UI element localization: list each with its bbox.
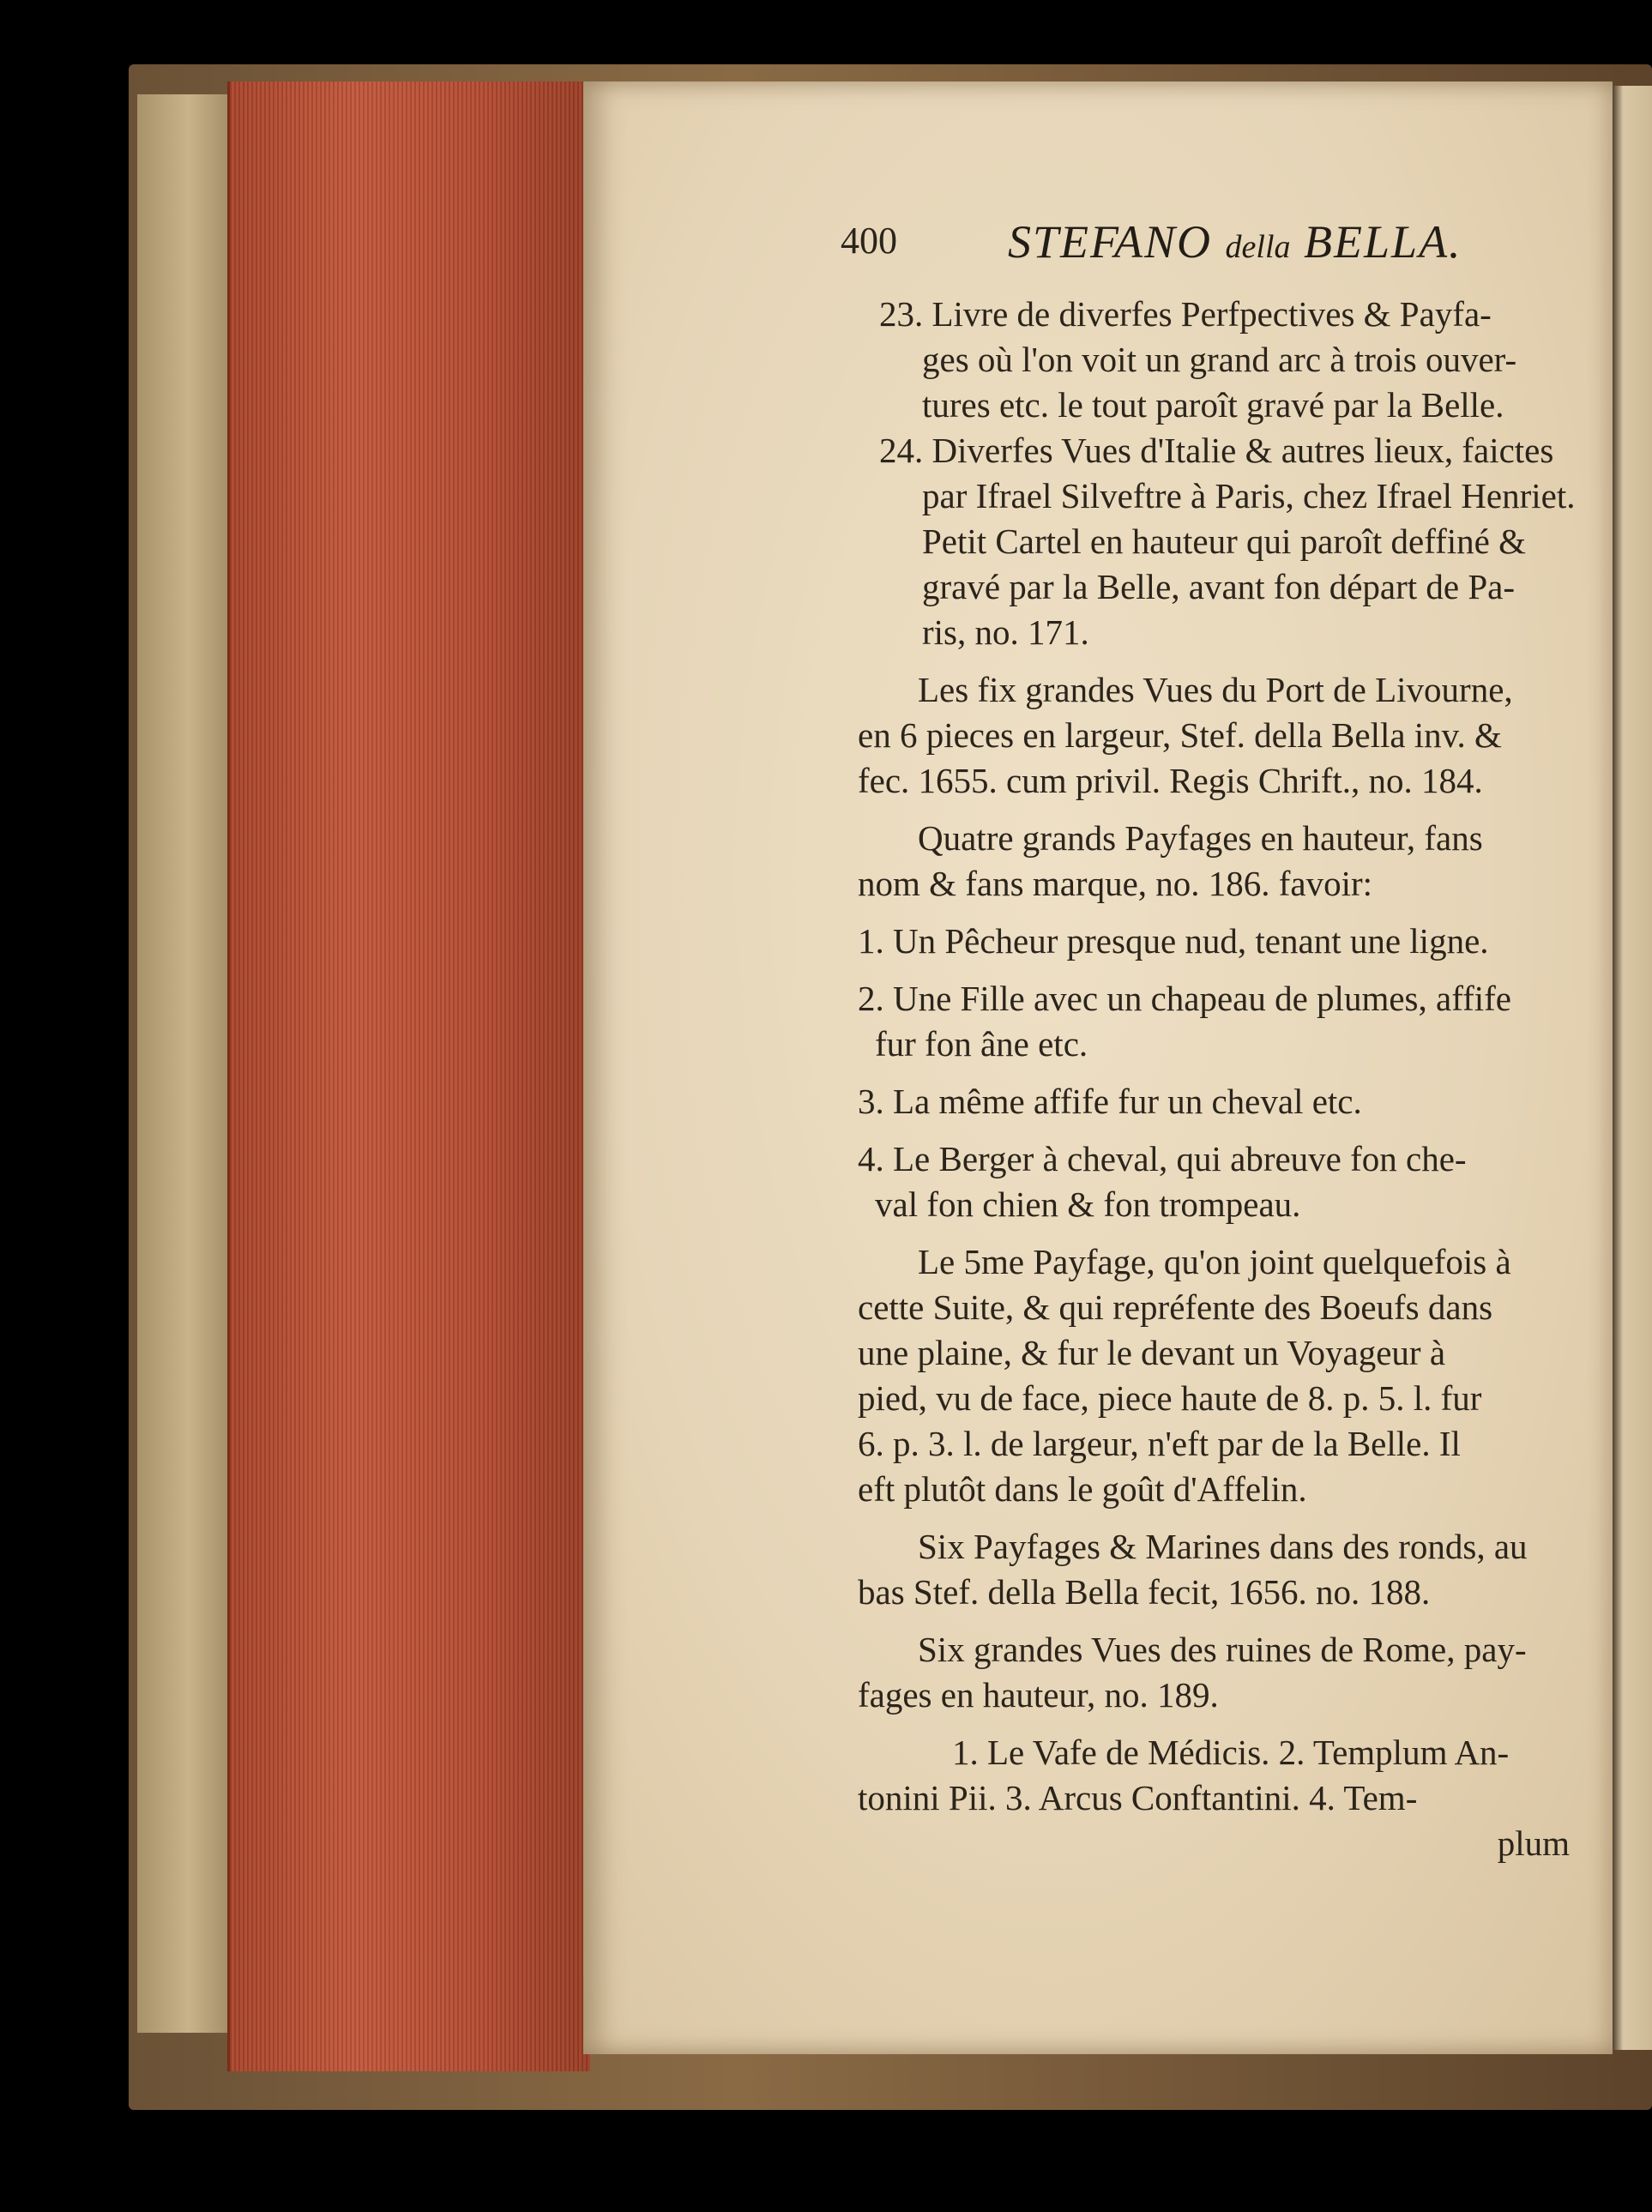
text-line: fur fon âne etc. xyxy=(875,1024,1088,1064)
text-line: 1. Un Pêcheur presque nud, tenant une ligne. xyxy=(858,921,1489,961)
text-line: Les fix grandes Vues du Port de Livourne, xyxy=(918,670,1513,709)
text-line: Le 5me Payfage, qu'on joint quelquefois à xyxy=(918,1242,1511,1281)
page-edges xyxy=(227,81,590,2071)
facing-page-edge xyxy=(1611,86,1652,2050)
text-line: fec. 1655. cum privil. Regis Chrift., no. 184. xyxy=(858,761,1483,800)
numbered-list xyxy=(858,919,1587,1227)
text-line: val fon chien & fon trompeau. xyxy=(875,1184,1301,1224)
page-text xyxy=(858,292,1587,1866)
text-line: ris, no. 171. xyxy=(922,612,1089,652)
text-line: nom & fans marque, no. 186. favoir: xyxy=(858,864,1373,903)
paragraph-marines xyxy=(858,1524,1587,1615)
text-line: une plaine, & fur le devant un Voyageur à xyxy=(858,1333,1446,1372)
list-item xyxy=(858,919,1587,964)
paragraph-rome-list xyxy=(858,1730,1587,1821)
paragraph-livourne xyxy=(858,667,1587,804)
text-line: eft plutôt dans le goût d'Affelin. xyxy=(858,1469,1307,1509)
list-item xyxy=(858,1136,1587,1227)
text-line: Petit Cartel en hauteur qui paroît deffiné & xyxy=(922,521,1527,561)
text-line: cette Suite, & qui repréfente des Boeufs dans xyxy=(858,1287,1493,1327)
entry-24 xyxy=(858,428,1587,655)
page-number: 400 xyxy=(841,220,897,262)
text-line: 23. Livre de diverfes Perfpectives & Payfa- xyxy=(879,294,1492,334)
text-line: 6. p. 3. l. de largeur, n'eft par de la Belle. Il xyxy=(858,1424,1461,1463)
text-line: fages en hauteur, no. 189. xyxy=(858,1675,1219,1715)
running-head xyxy=(841,216,1492,279)
text-line: 24. Diverfes Vues d'Italie & autres lieux, faictes xyxy=(879,431,1554,470)
spine-binding xyxy=(137,94,240,2033)
header-title xyxy=(1008,215,1462,268)
text-line: 4. Le Berger à cheval, qui abreuve fon che- xyxy=(858,1139,1467,1178)
paragraph-quatre-paysages xyxy=(858,816,1587,907)
text-line: 1. Le Vafe de Médicis. 2. Templum An- xyxy=(952,1733,1510,1772)
text-line: 3. La même affife fur un cheval etc. xyxy=(858,1082,1362,1121)
text-line: Six grandes Vues des ruines de Rome, pay- xyxy=(918,1630,1527,1669)
text-line: gravé par la Belle, avant fon départ de Pa- xyxy=(922,567,1515,606)
paragraph-cinquieme-paysage xyxy=(858,1239,1587,1512)
text-line: bas Stef. della Bella fecit, 1656. no. 188. xyxy=(858,1572,1431,1612)
paragraph-rome xyxy=(858,1627,1587,1718)
catchword: plum xyxy=(1497,1823,1570,1863)
text-line: par Ifrael Silveftre à Paris, chez Ifrael Henriet. xyxy=(922,476,1576,515)
text-line: pied, vu de face, piece haute de 8. p. 5. l. fur xyxy=(858,1378,1482,1418)
text-line: en 6 pieces en largeur, Stef. della Bella inv. & xyxy=(858,715,1502,755)
text-line: 2. Une Fille avec un chapeau de plumes, affife xyxy=(858,979,1512,1018)
list-item xyxy=(858,976,1587,1067)
list-item xyxy=(858,1079,1587,1124)
header-title-part: BELLA. xyxy=(1290,216,1462,268)
header-title-part: della xyxy=(1225,229,1291,265)
text-line: tonini Pii. 3. Arcus Conftantini. 4. Tem- xyxy=(858,1778,1418,1817)
text-line: tures etc. le tout paroît gravé par la Belle. xyxy=(922,385,1504,425)
text-line: Six Payfages & Marines dans des ronds, au xyxy=(918,1527,1528,1566)
entry-23 xyxy=(858,292,1587,428)
text-line: Quatre grands Payfages en hauteur, fans xyxy=(918,818,1483,858)
header-title-part: STEFANO xyxy=(1008,216,1226,268)
text-line: ges où l'on voit un grand arc à trois ouver- xyxy=(922,340,1517,379)
